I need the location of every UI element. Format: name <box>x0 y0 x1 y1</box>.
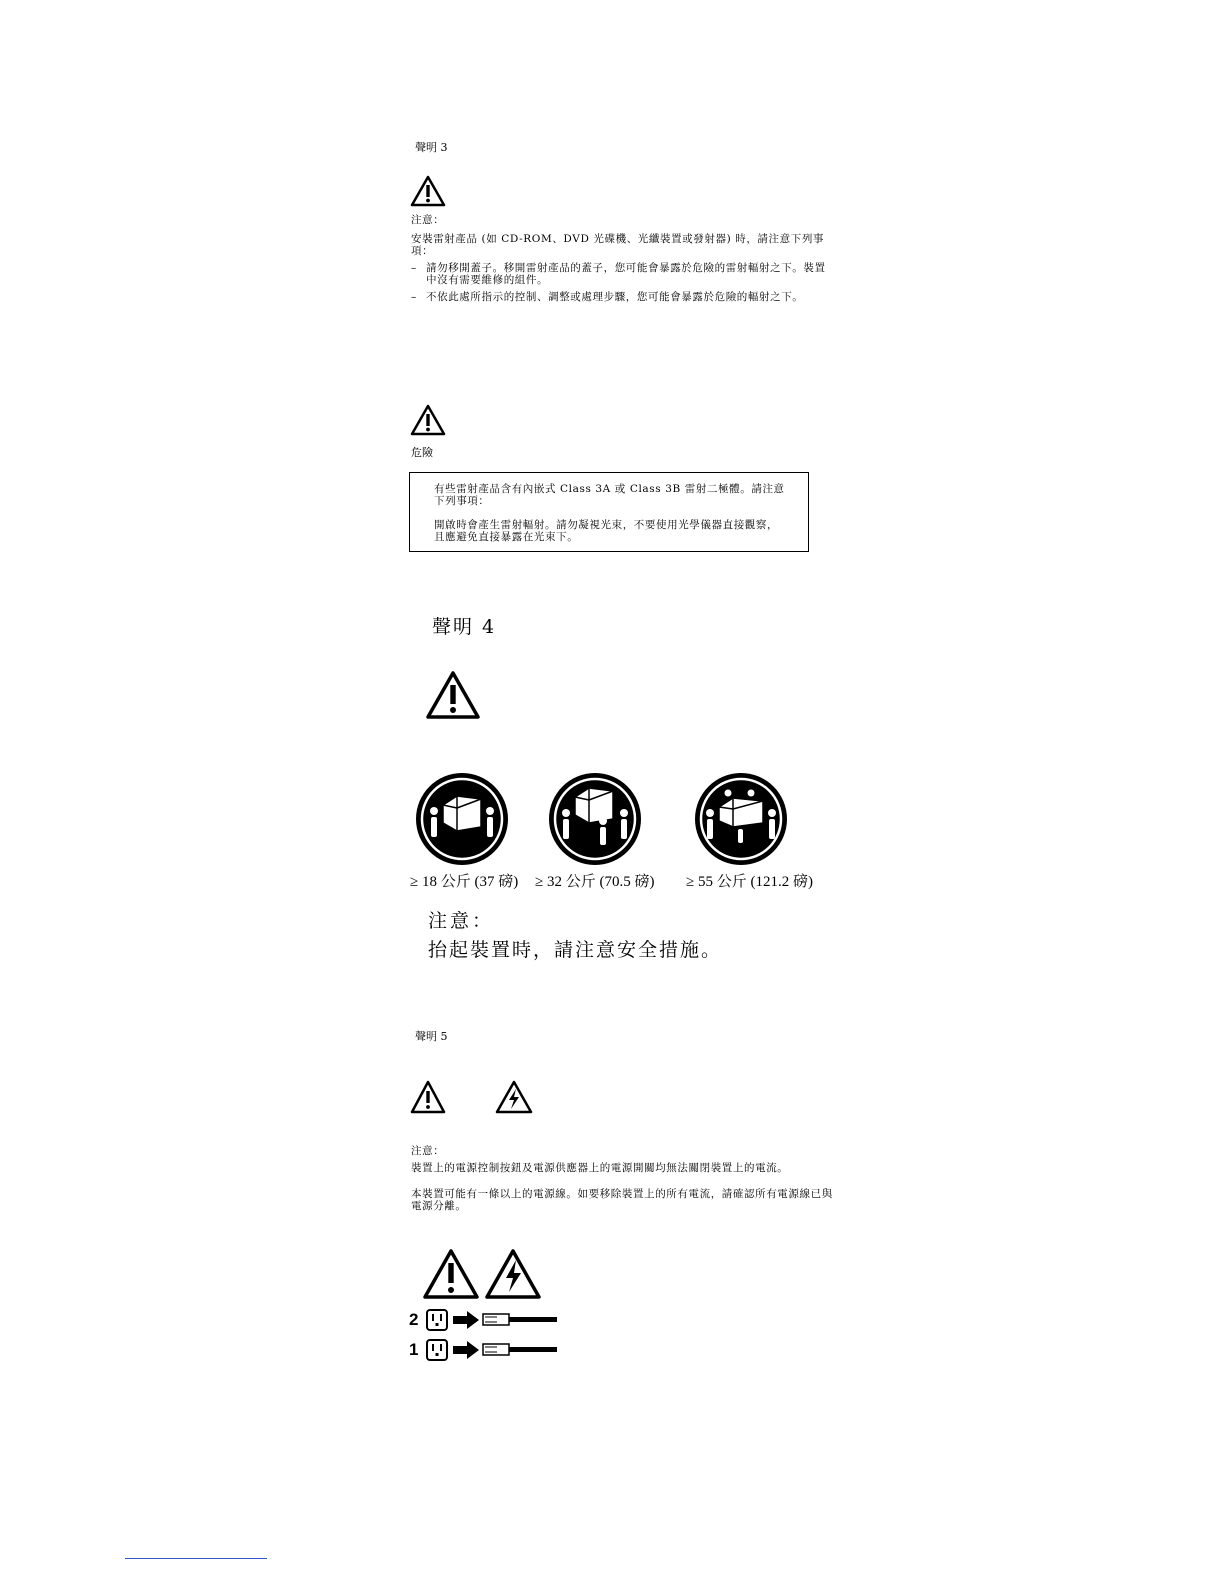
weight-label-3: ≥ 55 公斤 (121.2 磅) <box>686 874 813 890</box>
warning-triangle-icon <box>425 670 481 720</box>
bullet-dash: – <box>411 262 417 274</box>
statement-4-title: 聲明 4 <box>432 616 497 638</box>
power-outlet-icon <box>427 1310 447 1330</box>
statement-5-para-1: 裝置上的電源控制按鈕及電源供應器上的電源開關均無法關閉裝置上的電流。 <box>411 1162 789 1174</box>
footer-rule <box>125 1558 267 1559</box>
statement-3-item-1-text: 請勿移開蓋子。移開雷射產品的蓋子，您可能會暴露於危險的雷射輻射之下。裝置中沒有需要維修的組件。 <box>426 262 826 286</box>
weight-label-1: ≥ 18 公斤 (37 磅) <box>410 874 519 890</box>
power-plug-icon <box>483 1344 557 1355</box>
statement-3-item-1 <box>411 262 836 286</box>
warning-triangle-icon <box>422 1248 480 1300</box>
statement-5-title: 聲明 5 <box>415 1030 448 1043</box>
statement-5-para-2: 本裝置可能有一條以上的電源線。如要移除裝置上的所有電流，請確認所有電源線已與電源分離。 <box>411 1188 833 1212</box>
statement-3-item-2-text: 不依此處所指示的控制、調整或處理步驟，您可能會暴露於危險的輻射之下。 <box>426 291 804 303</box>
warning-triangle-icon <box>410 1080 446 1114</box>
warning-triangle-icon <box>410 175 446 207</box>
lift-four-people-icon <box>693 771 789 867</box>
lift-three-people-icon <box>547 771 643 867</box>
unplug-row-1 <box>425 1338 560 1362</box>
statement-4-caution-text: 抬起裝置時，請注意安全措施。 <box>428 939 723 961</box>
lift-two-people-icon <box>414 771 510 867</box>
power-plug-icon <box>483 1314 557 1325</box>
statement-3-title: 聲明 3 <box>415 141 448 154</box>
power-outlet-icon <box>427 1340 447 1360</box>
statement-4-caution-label: 注意： <box>428 910 495 932</box>
arrow-right-icon <box>453 1311 479 1329</box>
electrical-hazard-icon <box>484 1248 542 1300</box>
warning-triangle-icon <box>410 404 446 436</box>
danger-box-para-1: 有些雷射產品含有內嵌式 Class 3A 或 Class 3B 雷射二極體。請注意下列事項： <box>434 483 785 507</box>
statement-3-caution-label: 注意： <box>411 214 445 226</box>
danger-box-para-2: 開啟時會產生雷射輻射。請勿凝視光束，不要使用光學儀器直接觀察，且應避免直接暴露在光束下。 <box>434 519 779 543</box>
statement-5-caution-label: 注意： <box>411 1145 445 1157</box>
danger-label: 危險 <box>411 446 433 459</box>
bullet-dash: – <box>411 291 417 303</box>
unplug-row-2 <box>425 1308 560 1332</box>
plug-number-1: 1 <box>409 1340 419 1359</box>
danger-box <box>409 472 809 552</box>
arrow-right-icon <box>453 1341 479 1359</box>
weight-label-2: ≥ 32 公斤 (70.5 磅) <box>535 874 655 890</box>
statement-3-intro: 安裝雷射產品 (如 CD-ROM、DVD 光碟機、光纖裝置或發射器) 時，請注意下列事項： <box>411 233 825 257</box>
plug-number-2: 2 <box>409 1310 419 1329</box>
electrical-hazard-icon <box>495 1080 533 1114</box>
statement-3-item-2 <box>411 291 836 303</box>
